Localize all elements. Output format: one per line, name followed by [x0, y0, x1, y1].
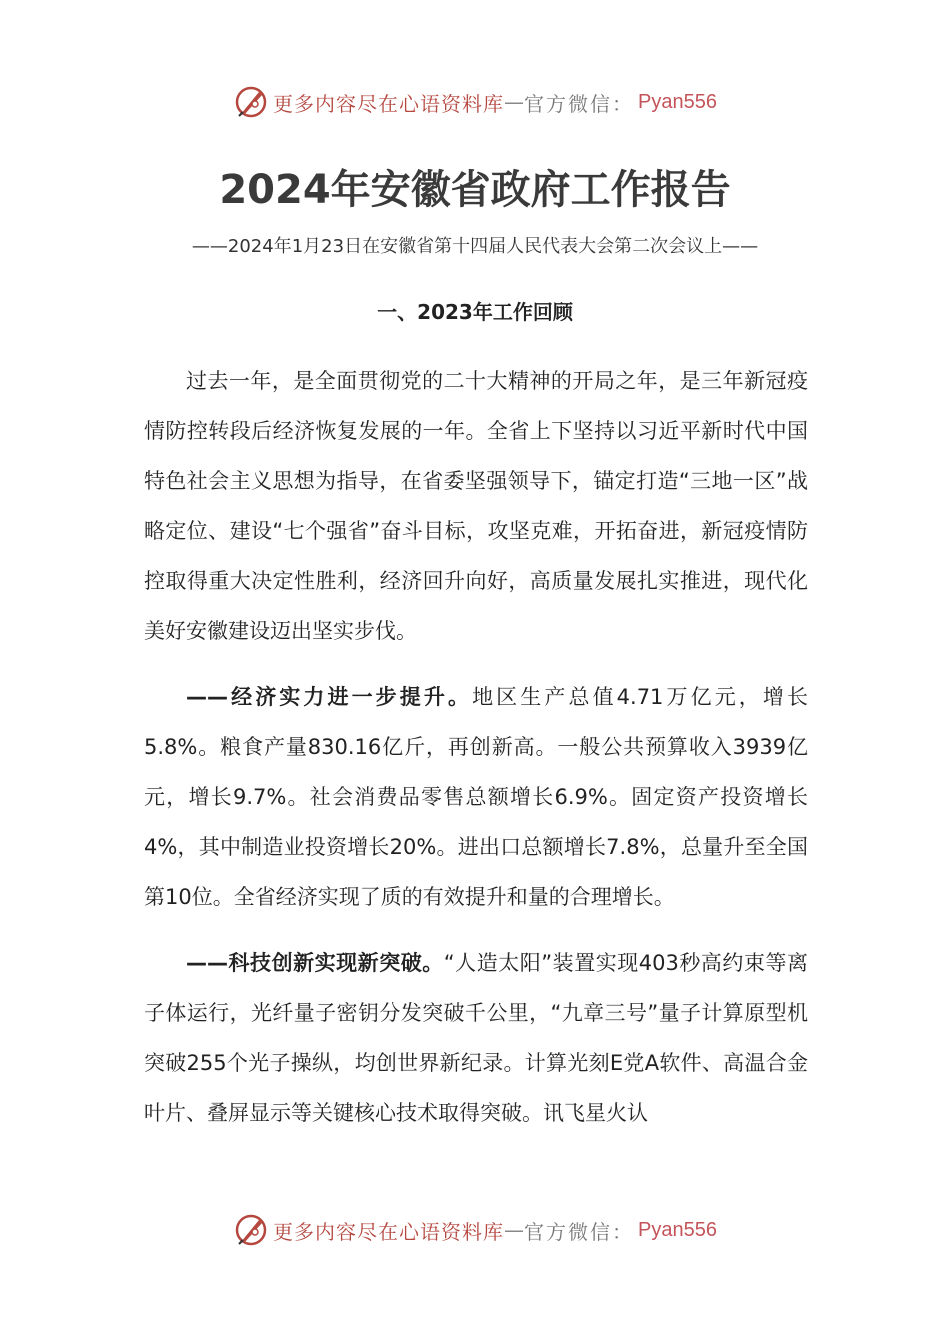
- section-heading: 一、2023年工作回顾: [377, 300, 573, 324]
- paragraph: [144, 672, 808, 922]
- watermark-banner-top: [0, 82, 950, 122]
- watermark-official-label: 官方微信：: [524, 91, 635, 116]
- quill-logo-icon: [233, 1212, 269, 1248]
- paragraph: [144, 938, 808, 1138]
- watermark-separator: —: [504, 90, 525, 114]
- document-subtitle: ——2024年1月23日在安徽省第十四届人民代表大会第二次会议上——: [191, 236, 759, 257]
- document-body: [144, 356, 808, 1154]
- paragraph-lead: ——经济实力进一步提升。: [186, 685, 473, 709]
- watermark-wechat-id: Pyan556: [638, 1218, 717, 1241]
- document-title: 2024年安徽省政府工作报告: [219, 167, 731, 213]
- paragraph-lead: ——科技创新实现新突破。: [186, 951, 444, 975]
- paragraph-text: 过去一年，是全面贯彻党的二十大精神的开局之年，是三年新冠疫情防控转段后经济恢复发展的一年。全省上下坚持以习近平新时代中国特色社会主义思想为指导，在省委坚强领导下，锚定打造“三地一区”战略定位、建设“七个强省”奋斗目标，攻坚克难，开拓奋进，新冠疫情防控取得重大决定性胜利，经济回升向好，高质量发展扎实推进，现代化美好安徽建设迈出坚实步伐。: [144, 369, 808, 643]
- paragraph-text: 地区生产总值4.71万亿元，增长5.8%。粮食产量830.16亿斤，再创新高。一般公共预算收入3939亿元，增长9.7%。社会消费品零售总额增长6.9%。固定资产投资增长4%，其中制造业投资增长20%。进出口总额增长7.8%，总量升至全国第10位。全省经济实现了质的有效提升和量的合理增长。: [144, 685, 809, 909]
- watermark-separator: —: [504, 1218, 525, 1242]
- watermark-official-label: 官方微信：: [524, 1219, 635, 1244]
- watermark-banner-bottom: [0, 1210, 950, 1250]
- paragraph: [144, 356, 808, 656]
- watermark-wechat-id: Pyan556: [638, 90, 717, 113]
- paragraph-text: “人造太阳”装置实现403秒高约束等离子体运行，光纤量子密钥分发突破千公里，“九章三号”量子计算原型机突破255个光子操纵，均创世界新纪录。计算光刻E党A软件、高温合金叶片、叠屏显示等关键核心技术取得突破。讯飞星火认: [144, 951, 809, 1125]
- watermark-brand: 更多内容尽在心语资料库: [273, 1219, 505, 1244]
- watermark-brand: 更多内容尽在心语资料库: [273, 91, 505, 116]
- quill-logo-icon: [233, 84, 269, 120]
